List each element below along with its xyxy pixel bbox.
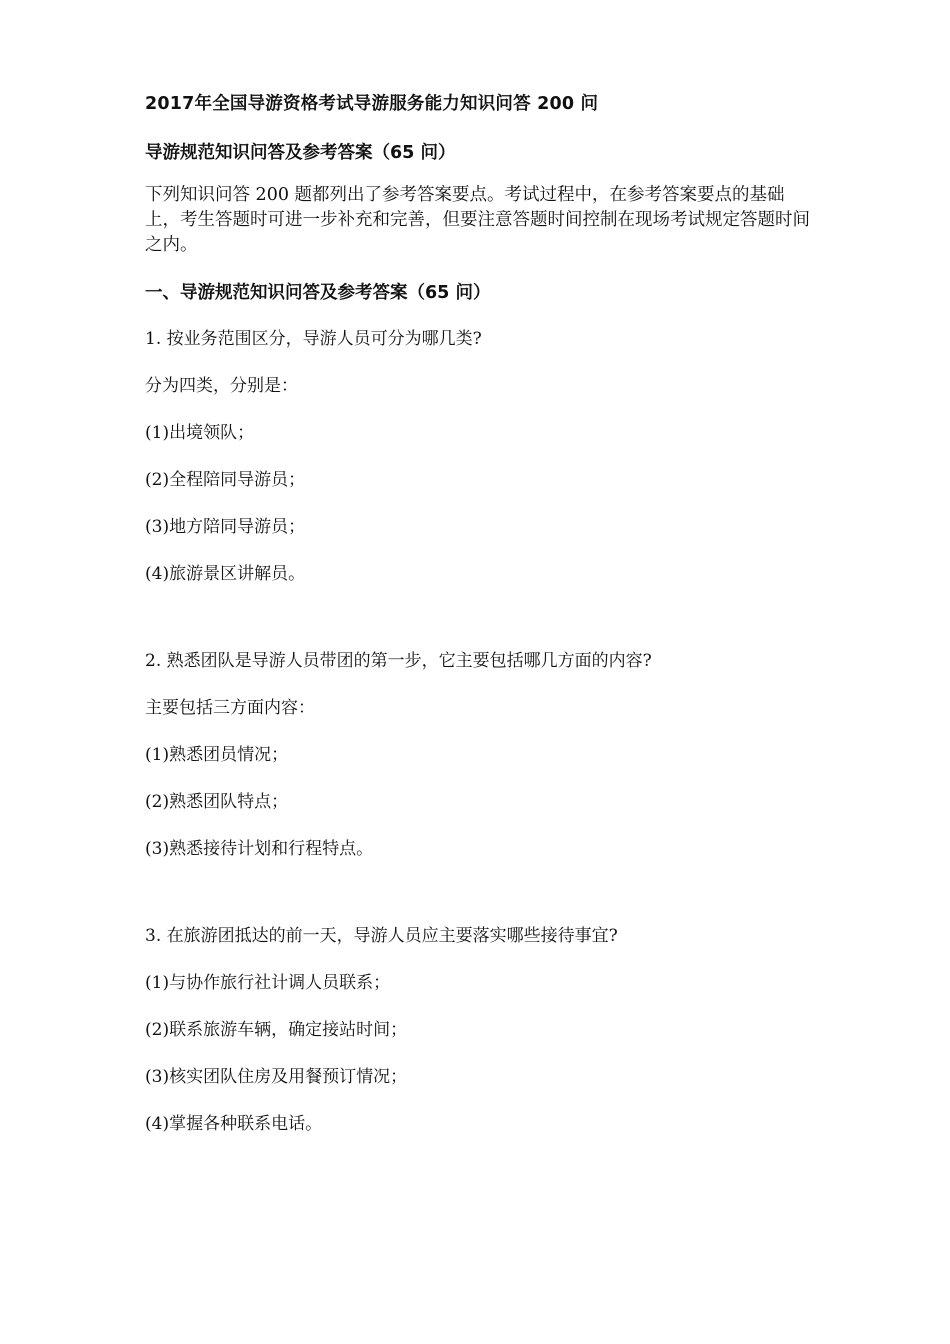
answer-item: (3)地方陪同导游员； bbox=[145, 517, 306, 537]
question-text: 1. 按业务范围区分，导游人员可分为哪几类? bbox=[145, 329, 482, 349]
answer-item: (1)与协作旅行社计调人员联系； bbox=[145, 973, 391, 993]
answer-item: (4)掌握各种联系电话。 bbox=[145, 1114, 323, 1134]
answer-item: (1)出境领队； bbox=[145, 423, 255, 443]
answer-item: (4)旅游景区讲解员。 bbox=[145, 564, 306, 584]
section-heading: 一、导游规范知识问答及参考答案（65 问） bbox=[145, 283, 491, 303]
document-subtitle: 导游规范知识问答及参考答案（65 问） bbox=[145, 143, 456, 163]
answer-intro: 主要包括三方面内容： bbox=[145, 698, 315, 718]
answer-item: (2)熟悉团队特点； bbox=[145, 792, 289, 812]
answer-intro: 分为四类，分别是： bbox=[145, 376, 298, 396]
question-block-2 bbox=[145, 649, 815, 861]
question-block-3 bbox=[145, 924, 815, 1136]
spacer bbox=[145, 884, 815, 924]
answer-item: (3)核实团队住房及用餐预订情况； bbox=[145, 1067, 408, 1087]
question-text: 2. 熟悉团队是导游人员带团的第一步，它主要包括哪几方面的内容? bbox=[145, 651, 652, 671]
question-text: 3. 在旅游团抵达的前一天，导游人员应主要落实哪些接待事宜? bbox=[145, 926, 618, 946]
intro-paragraph: 下列知识问答 200 题都列出了参考答案要点。考试过程中，在参考答案要点的基础上，考生答题时可进一步补充和完善，但要注意答题时间控制在现场考试规定答题时间之内。 bbox=[145, 185, 810, 255]
answer-item: (3)熟悉接待计划和行程特点。 bbox=[145, 839, 374, 859]
answer-item: (2)联系旅游车辆，确定接站时间； bbox=[145, 1020, 408, 1040]
document-body bbox=[145, 92, 815, 1159]
question-block-1 bbox=[145, 327, 815, 586]
spacer bbox=[145, 609, 815, 649]
document-title: 2017年全国导游资格考试导游服务能力知识问答 200 问 bbox=[145, 94, 599, 114]
answer-item: (2)全程陪同导游员； bbox=[145, 470, 306, 490]
answer-item: (1)熟悉团员情况； bbox=[145, 745, 289, 765]
